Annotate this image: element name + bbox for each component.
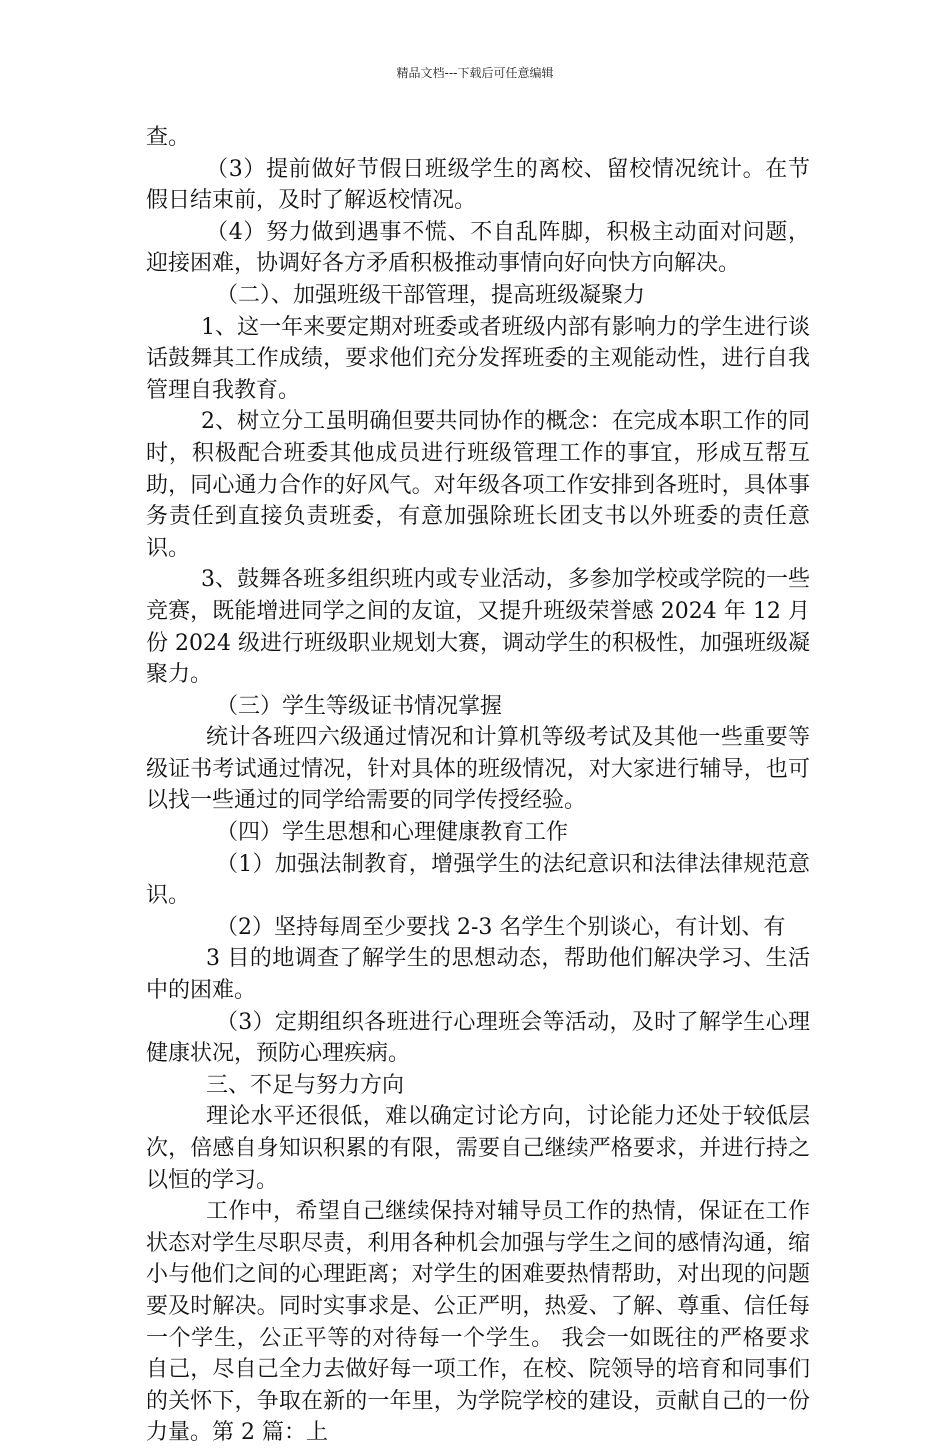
paragraph-psychology-meetings: （3）定期组织各班进行心理班会等活动，及时了解学生心理健康状况，预防心理疾病。 [146,1009,810,1067]
paragraph-theory-level: 理论水平还很低，难以确定讨论方向，讨论能力还处于较低层次，倍感自身知识积累的有限，需要自己继续严格要求，并进行持之以恒的学习。 [146,1104,810,1193]
paragraph-continuation: 查。 [146,125,191,150]
paragraph-holiday-statistics: （3）提前做好节假日班级学生的离校、留校情况统计。在节假日结束前，及时了解返校情况。 [146,156,810,214]
paragraph-class-activities: 3、鼓舞各班多组织班内或专业活动，多参加学校或学院的一些竞赛，既能增进同学之间的友谊，又提升班级荣誉感 2024 年 12 月份 2024 级进行班级职业规划大赛，调动学生的积极性，加强班级凝聚力。 [146,567,810,688]
section-heading-certificates: （三）学生等级证书情况掌握 [216,693,503,719]
paragraph-cadre-talks: 1、这一年来要定期对班委或者班级内部有影响力的学生进行谈话鼓舞其工作成绩，要求他们充分发挥班委的主观能动性，进行自我管理自我教育。 [146,314,810,403]
section-heading-mental-health: （四）学生思想和心理健康教育工作 [216,820,569,846]
document-body [146,122,810,1449]
paragraph-weekly-talks: （2）坚持每周至少要找 2-3 名学生个别谈心，有计划、有 [216,914,786,940]
paragraph-student-thoughts: 3 目的地调查了解学生的思想动态，帮助他们解决学习、生活中的困难。 [146,946,810,1004]
section-heading-class-cadre: （二）、加强班级干部管理，提高班级凝聚力 [216,282,646,308]
paragraph-division-of-labor: 2、树立分工虽明确但要共同协作的概念：在完成本职工作的同时，积极配合班委其他成员进行班级管理工作的事宜，形成互帮互助，同心通力合作的好风气。对年级各项工作安排到各班时，具体事务责任到直接负责班委，有意加强除班长团支书以外班委的责任意识。 [146,409,810,561]
paragraph-certificate-statistics: 统计各班四六级通过情况和计算机等级考试及其他一些重要等级证书考试通过情况，针对具体的班级情况，对大家进行辅导，也可以找一些通过的同学给需要的同学传授经验。 [146,725,810,814]
section-heading-shortcomings: 三、不足与努力方向 [206,1072,405,1098]
paragraph-legal-education: （1）加强法制教育，增强学生的法纪意识和法律法律规范意识。 [146,851,810,909]
paragraph-work-commitment: 工作中，希望自己继续保持对辅导员工作的热情，保证在工作状态对学生尽职尽责，利用各种机会加强与学生之间的感情沟通，缩小与他们之间的心理距离；对学生的困难要热情帮助，对出现的问题要及时解决。同时实事求是、公正严明，热爱、了解、尊重、信任每一个学生，公正平等的对待每一个学生。 我会一如既往的严格要求自己，尽自己全力去做好每一项工作，在校、院领导的培育和同事们的关怀下，争取在新的一年里，为学院学校的建设，贡献自己的一份力量。第 2 篇：上 [146,1199,810,1446]
page-header: 精品文档---下载后可任意编辑 [396,66,554,80]
paragraph-handle-problems: （4）努力做到遇事不慌、不自乱阵脚，积极主动面对问题，迎接困难，协调好各方矛盾积极推动事情向好向快方向解决。 [146,219,810,277]
